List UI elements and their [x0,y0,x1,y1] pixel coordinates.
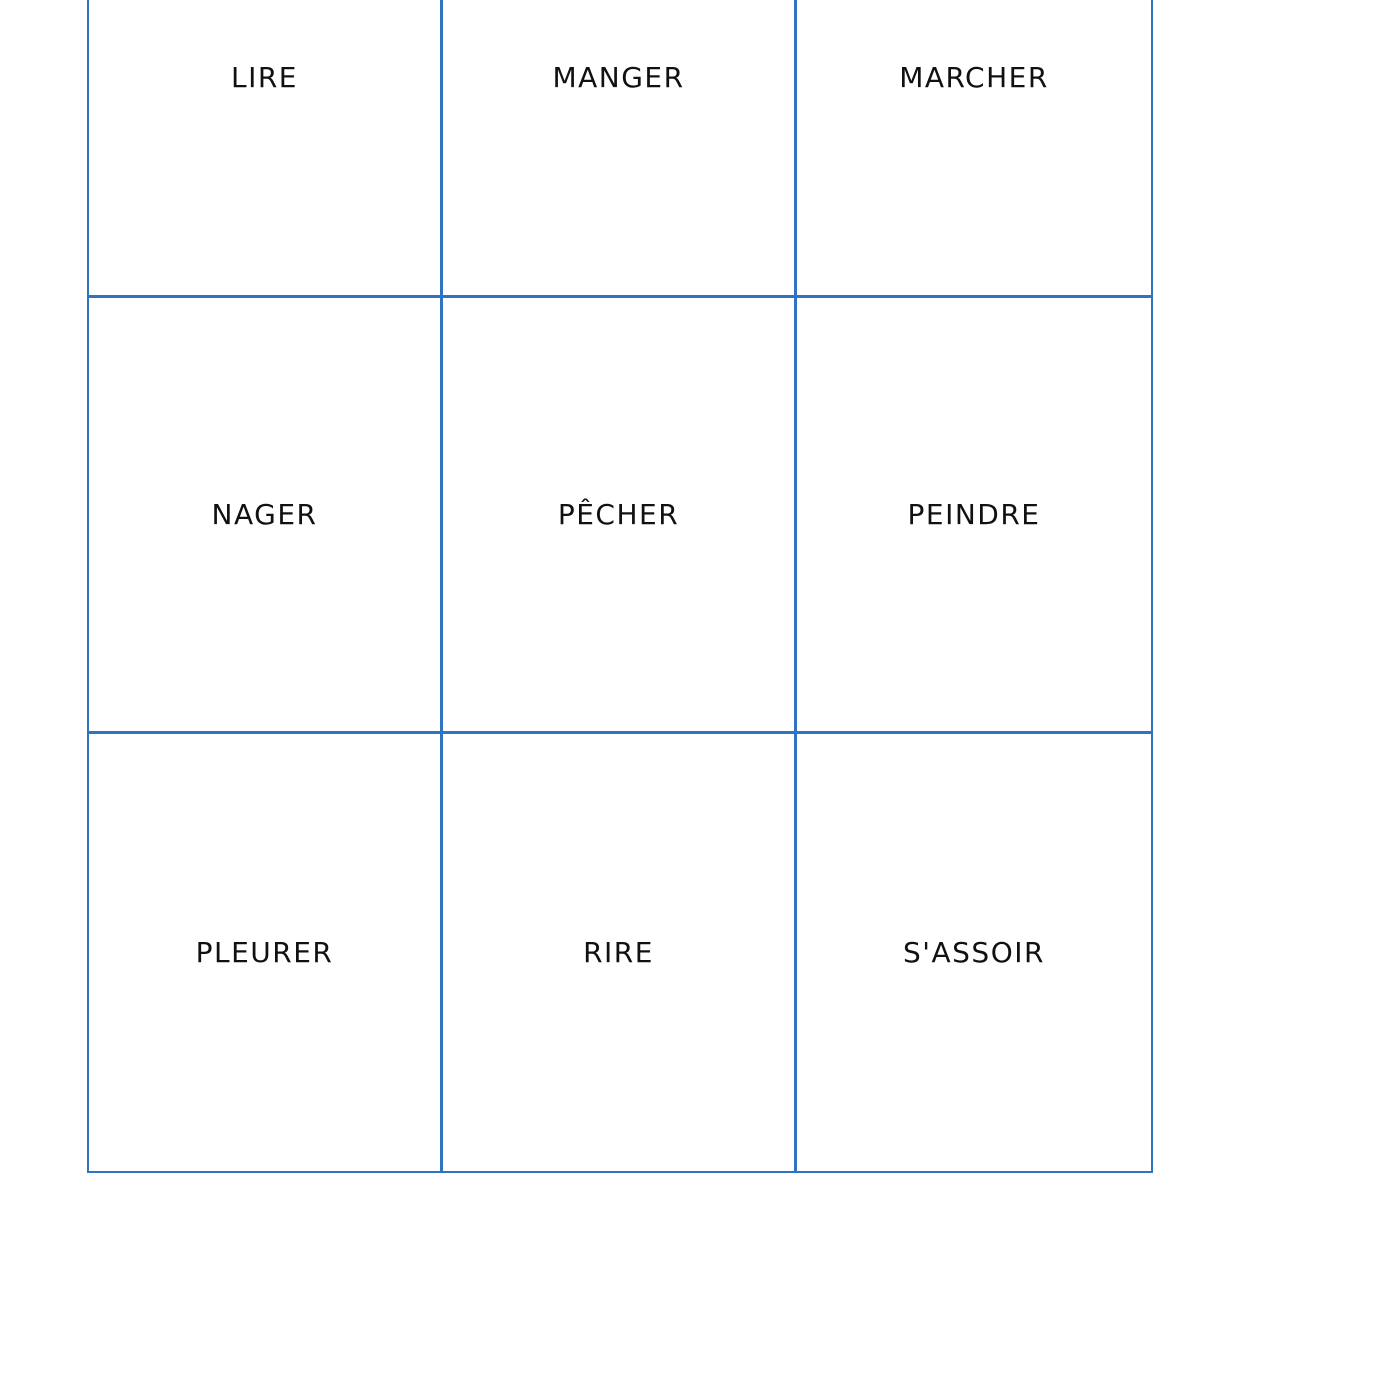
word-card-manger [443,0,797,298]
word-card-grid [87,0,1153,1173]
word-card-rire [443,734,797,1171]
word-card-pecher [443,298,797,735]
word-card-label: MARCHER [899,61,1049,95]
word-card-pleurer [89,734,443,1171]
word-card-label: PÊCHER [557,497,680,531]
word-card-label: RIRE [583,936,654,970]
word-card-label: MANGER [552,61,685,95]
word-card-nager [89,298,443,735]
word-card-label: PLEURER [195,936,334,970]
word-card-sassoir [797,734,1151,1171]
word-card-label: PEINDRE [907,497,1041,531]
word-card-label: LIRE [230,61,298,95]
word-card-marcher [797,0,1151,298]
word-card-label: S'ASSOIR [903,936,1045,970]
word-card-label: NAGER [211,497,318,531]
word-card-lire [89,0,443,298]
word-card-peindre [797,298,1151,735]
